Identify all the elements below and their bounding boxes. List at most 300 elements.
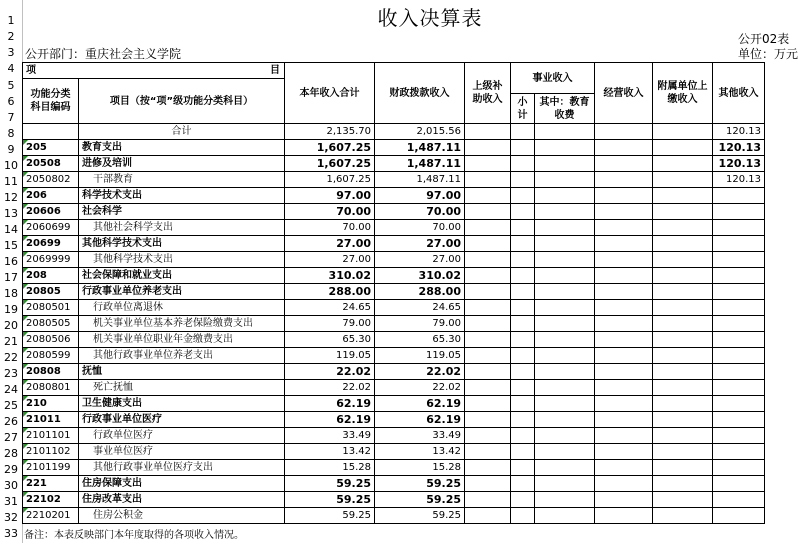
subtotal-cell [511,460,535,476]
superior-cell [465,348,511,364]
other-cell [713,396,765,412]
total-cell: 59.25 [285,508,375,524]
func-code-cell: 20606 [23,204,79,220]
superior-cell [465,252,511,268]
other-cell [713,348,765,364]
other-cell: 120.13 [713,156,765,172]
table-row [23,252,765,268]
edu-fee-cell [535,236,595,252]
func-code-cell: 2060699 [23,220,79,236]
func-code-cell: 2101101 [23,428,79,444]
fiscal-cell: 1,487.11 [375,172,465,188]
row-number: 26 [4,415,18,428]
other-cell [713,300,765,316]
table-row [23,156,765,172]
row-number: 15 [4,239,18,252]
business-cell [595,316,653,332]
unit-label: 单位：万元 [738,47,799,61]
func-code-cell: 20508 [23,156,79,172]
affiliate-cell [653,428,713,444]
total-cell: 79.00 [285,316,375,332]
header-total: 本年收入合计 [285,63,375,124]
func-code-cell: 2080599 [23,348,79,364]
total-cell: 22.02 [285,364,375,380]
item-name-cell: 机关事业单位职业年金缴费支出 [79,332,285,348]
table-row [23,220,765,236]
header-mu: 目 [270,65,280,76]
fiscal-cell: 79.00 [375,316,465,332]
affiliate-cell [653,444,713,460]
func-code-cell: 2080506 [23,332,79,348]
header-affiliate: 附属单位上缴收入 [653,63,713,124]
func-code-cell: 208 [23,268,79,284]
table-row [23,364,765,380]
total-cell: 62.19 [285,412,375,428]
fiscal-cell: 33.49 [375,428,465,444]
row-number: 9 [7,143,15,156]
fiscal-cell: 65.30 [375,332,465,348]
total-cell: 70.00 [285,204,375,220]
row-number: 27 [4,431,18,444]
superior-cell [465,444,511,460]
affiliate-cell [653,220,713,236]
edu-fee-cell [535,156,595,172]
affiliate-cell [653,172,713,188]
row-number: 8 [7,127,15,140]
row-header-column [0,0,23,543]
row-number: 28 [4,447,18,460]
subtotal-cell [511,428,535,444]
superior-cell [465,396,511,412]
other-cell: 120.13 [713,140,765,156]
edu-fee-cell [535,396,595,412]
row-number: 29 [4,463,18,476]
superior-cell [465,492,511,508]
fiscal-cell: 24.65 [375,300,465,316]
fiscal-cell: 62.19 [375,396,465,412]
subtotal-cell [511,188,535,204]
subtotal-cell [511,236,535,252]
edu-fee-cell [535,268,595,284]
item-name-cell: 其他行政事业单位医疗支出 [79,460,285,476]
row-number: 18 [4,287,18,300]
item-name-cell: 合计 [79,124,285,140]
superior-cell [465,412,511,428]
fiscal-cell: 27.00 [375,236,465,252]
superior-cell [465,428,511,444]
func-code-cell: 20699 [23,236,79,252]
total-cell: 70.00 [285,220,375,236]
fiscal-cell: 288.00 [375,284,465,300]
row-number: 21 [4,335,18,348]
affiliate-cell [653,268,713,284]
edu-fee-cell [535,300,595,316]
fiscal-cell: 13.42 [375,444,465,460]
subtotal-cell [511,156,535,172]
superior-cell [465,476,511,492]
other-cell [713,204,765,220]
other-cell [713,252,765,268]
row-number: 11 [4,175,18,188]
item-name-cell: 行政单位离退休 [79,300,285,316]
subtotal-cell [511,140,535,156]
item-name-cell: 社会科学 [79,204,285,220]
row-number: 23 [4,367,18,380]
affiliate-cell [653,140,713,156]
form-number: 公开02表 [738,32,790,46]
row-number: 33 [4,527,18,540]
table-row [23,268,765,284]
total-cell: 65.30 [285,332,375,348]
footnote: 备注：本表反映部门本年度取得的各项收入情况。 [24,530,244,541]
row-number: 3 [7,46,15,59]
superior-cell [465,460,511,476]
func-code-cell: 2080801 [23,380,79,396]
edu-fee-cell [535,348,595,364]
row-number: 7 [7,111,15,124]
table-row [23,316,765,332]
total-cell: 2,135.70 [285,124,375,140]
subtotal-cell [511,396,535,412]
table-row [23,348,765,364]
business-cell [595,220,653,236]
edu-fee-cell [535,252,595,268]
item-name-cell: 社会保障和就业支出 [79,268,285,284]
header-fiscal: 财政拨款收入 [375,63,465,124]
fiscal-cell: 22.02 [375,380,465,396]
superior-cell [465,156,511,172]
business-cell [595,428,653,444]
row-number: 31 [4,495,18,508]
other-cell [713,380,765,396]
edu-fee-cell [535,508,595,524]
other-cell [713,316,765,332]
superior-cell [465,364,511,380]
affiliate-cell [653,508,713,524]
subtotal-cell [511,124,535,140]
superior-cell [465,220,511,236]
total-cell: 24.65 [285,300,375,316]
table-row [23,412,765,428]
item-name-cell: 行政事业单位医疗 [79,412,285,428]
item-name-cell: 住房保障支出 [79,476,285,492]
affiliate-cell [653,348,713,364]
func-code-cell: 2069999 [23,252,79,268]
total-cell: 27.00 [285,236,375,252]
total-cell: 27.00 [285,252,375,268]
subtotal-cell [511,492,535,508]
fiscal-cell: 1,487.11 [375,156,465,172]
subtotal-cell [511,252,535,268]
subtotal-cell [511,348,535,364]
table-row [23,380,765,396]
other-cell: 120.13 [713,172,765,188]
business-cell [595,476,653,492]
business-cell [595,268,653,284]
affiliate-cell [653,460,713,476]
func-code-cell: 21011 [23,412,79,428]
business-cell [595,188,653,204]
row-number: 6 [7,95,15,108]
fiscal-cell: 59.25 [375,492,465,508]
other-cell [713,332,765,348]
item-name-cell: 进修及培训 [79,156,285,172]
subtotal-cell [511,476,535,492]
income-table [22,62,765,524]
page-title: 收入决算表 [377,6,483,30]
func-code-cell: 20808 [23,364,79,380]
item-name-cell: 卫生健康支出 [79,396,285,412]
item-name-cell: 住房公积金 [79,508,285,524]
affiliate-cell [653,380,713,396]
table-row [23,332,765,348]
subtotal-cell [511,444,535,460]
superior-cell [465,284,511,300]
subtotal-cell [511,332,535,348]
edu-fee-cell [535,332,595,348]
edu-fee-cell [535,428,595,444]
row-number: 4 [7,62,15,75]
business-cell [595,492,653,508]
total-cell: 22.02 [285,380,375,396]
superior-cell [465,188,511,204]
func-code-cell: 22102 [23,492,79,508]
item-name-cell: 教育支出 [79,140,285,156]
item-name-cell: 死亡抚恤 [79,380,285,396]
business-cell [595,332,653,348]
total-cell: 33.49 [285,428,375,444]
other-cell [713,492,765,508]
affiliate-cell [653,412,713,428]
edu-fee-cell [535,316,595,332]
affiliate-cell [653,204,713,220]
header-business: 经营收入 [595,63,653,124]
business-cell [595,204,653,220]
business-cell [595,284,653,300]
fiscal-cell: 119.05 [375,348,465,364]
table-row [23,396,765,412]
row-number: 13 [4,207,18,220]
total-cell: 13.42 [285,444,375,460]
total-cell: 62.19 [285,396,375,412]
table-row [23,188,765,204]
table-row [23,300,765,316]
func-code-cell: 2080505 [23,316,79,332]
superior-cell [465,508,511,524]
item-name-cell: 行政事业单位养老支出 [79,284,285,300]
affiliate-cell [653,284,713,300]
subtotal-cell [511,284,535,300]
business-cell [595,236,653,252]
item-name-cell: 干部教育 [79,172,285,188]
edu-fee-cell [535,172,595,188]
superior-cell [465,204,511,220]
total-cell: 97.00 [285,188,375,204]
table-row [23,284,765,300]
business-cell [595,444,653,460]
fiscal-cell: 70.00 [375,204,465,220]
func-code-cell: 210 [23,396,79,412]
business-cell [595,156,653,172]
superior-cell [465,332,511,348]
superior-cell [465,316,511,332]
subtotal-cell [511,364,535,380]
header-func-code: 功能分类科目编码 [23,79,79,124]
business-cell [595,140,653,156]
total-cell: 15.28 [285,460,375,476]
subtotal-cell [511,316,535,332]
header-edu-fee: 其中：教育收费 [535,94,595,124]
other-cell: 120.13 [713,124,765,140]
row-number: 24 [4,383,18,396]
fiscal-cell: 22.02 [375,364,465,380]
edu-fee-cell [535,460,595,476]
affiliate-cell [653,252,713,268]
subtotal-cell [511,220,535,236]
item-name-cell: 机关事业单位基本养老保险缴费支出 [79,316,285,332]
row-number: 20 [4,319,18,332]
row-number: 10 [4,159,18,172]
func-code-cell: 206 [23,188,79,204]
table-row [23,428,765,444]
fiscal-cell: 27.00 [375,252,465,268]
table-row [23,476,765,492]
superior-cell [465,140,511,156]
edu-fee-cell [535,492,595,508]
func-code-cell: 20805 [23,284,79,300]
header-superior: 上级补助收入 [465,63,511,124]
business-cell [595,396,653,412]
superior-cell [465,300,511,316]
business-cell [595,412,653,428]
superior-cell [465,124,511,140]
total-cell: 119.05 [285,348,375,364]
business-cell [595,380,653,396]
fiscal-cell: 1,487.11 [375,140,465,156]
affiliate-cell [653,236,713,252]
table-row [23,492,765,508]
fiscal-cell: 59.25 [375,508,465,524]
subtotal-cell [511,204,535,220]
other-cell [713,236,765,252]
subtotal-cell [511,172,535,188]
edu-fee-cell [535,140,595,156]
row-number: 5 [7,79,15,92]
row-number: 32 [4,511,18,524]
affiliate-cell [653,188,713,204]
func-code-cell: 205 [23,140,79,156]
other-cell [713,268,765,284]
edu-fee-cell [535,220,595,236]
other-cell [713,476,765,492]
func-code-cell: 2080501 [23,300,79,316]
business-cell [595,252,653,268]
table-row [23,204,765,220]
total-cell: 1,607.25 [285,140,375,156]
table-row [23,460,765,476]
item-name-cell: 其他科学技术支出 [79,236,285,252]
header-other: 其他收入 [713,63,765,124]
func-code-cell: 2050802 [23,172,79,188]
row-number: 14 [4,223,18,236]
other-cell [713,460,765,476]
affiliate-cell [653,332,713,348]
other-cell [713,364,765,380]
business-cell [595,300,653,316]
other-cell [713,188,765,204]
func-code-cell: 2210201 [23,508,79,524]
other-cell [713,508,765,524]
total-cell: 288.00 [285,284,375,300]
func-code-cell: 221 [23,476,79,492]
edu-fee-cell [535,476,595,492]
item-name-cell: 行政单位医疗 [79,428,285,444]
edu-fee-cell [535,444,595,460]
fiscal-cell: 70.00 [375,220,465,236]
total-cell: 1,607.25 [285,156,375,172]
row-number: 1 [7,14,15,27]
other-cell [713,284,765,300]
affiliate-cell [653,364,713,380]
business-cell [595,460,653,476]
header-item: 项 [26,65,36,76]
subtotal-cell [511,412,535,428]
fiscal-cell: 62.19 [375,412,465,428]
item-name-cell: 其他社会科学支出 [79,220,285,236]
superior-cell [465,236,511,252]
item-name-cell: 抚恤 [79,364,285,380]
total-cell: 1,607.25 [285,172,375,188]
row-number: 25 [4,399,18,412]
table-row [23,236,765,252]
superior-cell [465,268,511,284]
fiscal-cell: 15.28 [375,460,465,476]
affiliate-cell [653,476,713,492]
row-number: 19 [4,303,18,316]
edu-fee-cell [535,124,595,140]
subtotal-cell [511,508,535,524]
table-row [23,124,765,140]
row-number: 16 [4,255,18,268]
func-code-cell: 2101199 [23,460,79,476]
department-label: 公开部门：重庆社会主义学院 [25,47,182,61]
total-cell: 310.02 [285,268,375,284]
fiscal-cell: 2,015.56 [375,124,465,140]
subtotal-cell [511,268,535,284]
table-row [23,172,765,188]
row-number: 17 [4,271,18,284]
edu-fee-cell [535,364,595,380]
other-cell [713,444,765,460]
item-name-cell: 其他行政事业单位养老支出 [79,348,285,364]
other-cell [713,428,765,444]
edu-fee-cell [535,284,595,300]
subtotal-cell [511,380,535,396]
affiliate-cell [653,124,713,140]
subtotal-cell [511,300,535,316]
affiliate-cell [653,492,713,508]
business-cell [595,172,653,188]
affiliate-cell [653,300,713,316]
total-cell: 59.25 [285,476,375,492]
item-name-cell: 科学技术支出 [79,188,285,204]
row-number: 12 [4,191,18,204]
table-row [23,508,765,524]
other-cell [713,220,765,236]
affiliate-cell [653,156,713,172]
header-item-mu [23,63,285,79]
fiscal-cell: 97.00 [375,188,465,204]
